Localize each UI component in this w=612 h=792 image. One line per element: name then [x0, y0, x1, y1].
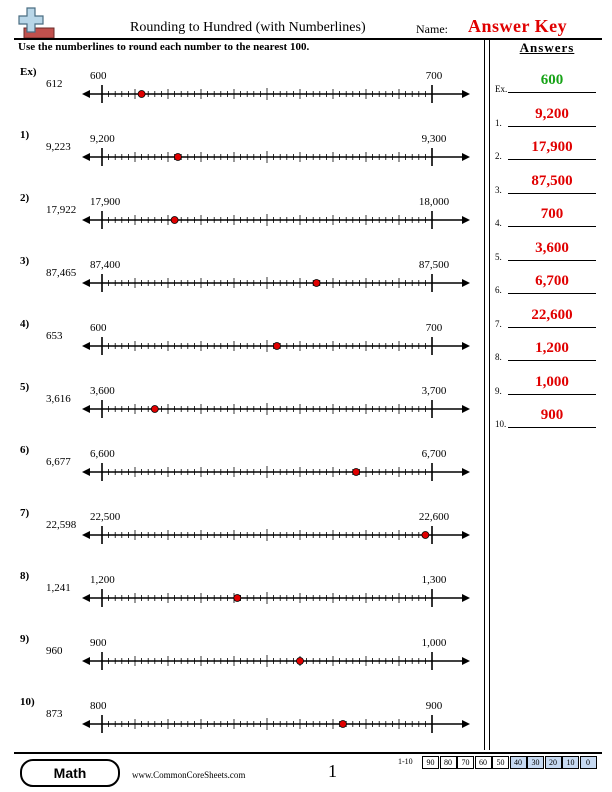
answer-label: 6.: [495, 285, 502, 295]
problem-label: 9): [20, 633, 30, 645]
answer-label: 3.: [495, 184, 502, 195]
arrow-left-icon: [82, 216, 90, 224]
numberline-point: [171, 217, 178, 224]
numberline-point: [234, 595, 241, 602]
answer-line: [508, 260, 596, 261]
numberline-point: [174, 154, 181, 161]
problem-number: 653: [46, 330, 63, 342]
numberline-right-label: 1,000: [421, 637, 447, 649]
plus-logo-icon: [14, 6, 56, 40]
numberline-left-label: 6,600: [90, 448, 115, 460]
arrow-left-icon: [82, 90, 90, 98]
name-label: Name:: [416, 22, 448, 36]
numberline-right-label: 1,300: [421, 574, 447, 586]
answer-line: [508, 159, 596, 160]
arrow-right-icon: [462, 90, 470, 98]
answer-value: 700: [540, 206, 564, 222]
numberline-point: [273, 343, 280, 350]
answer-label: 2.: [495, 151, 502, 161]
arrow-right-icon: [462, 657, 470, 665]
score-box: 80: [440, 756, 457, 769]
answer-value: 1,000: [535, 373, 569, 390]
score-box: 30: [527, 756, 544, 769]
score-box: 10: [562, 756, 579, 769]
score-box: 0: [580, 756, 597, 769]
numberline-right-label: 700: [425, 322, 443, 334]
numberline: [80, 458, 472, 490]
numberline: [80, 647, 472, 679]
numberline-left-label: 900: [90, 637, 107, 649]
answer-label: 7.: [495, 318, 502, 329]
numberline: [80, 332, 472, 364]
score-box: 50: [492, 756, 509, 769]
page-number: 1: [328, 761, 337, 781]
problem-number: 22,598: [46, 519, 77, 531]
problem-label: 1): [20, 129, 30, 141]
score-box: 90: [422, 756, 439, 769]
numberline-point: [151, 406, 158, 413]
answer-label: 1.: [495, 117, 502, 128]
numberline-point: [353, 469, 360, 476]
problem-number: 3,616: [46, 393, 71, 405]
answer-value: 6,700: [535, 273, 569, 289]
problem-label: 8): [20, 570, 30, 582]
answer-line: [508, 360, 596, 361]
arrow-right-icon: [462, 279, 470, 287]
answer-line: [508, 226, 596, 227]
arrow-right-icon: [462, 531, 470, 539]
answer-label: 8.: [495, 352, 502, 362]
answer-label: 5.: [495, 251, 502, 262]
answer-value: 3,600: [535, 239, 569, 256]
answer-line: [508, 327, 596, 328]
answer-key-label: Answer Key: [468, 16, 568, 36]
answer-value: 87,500: [531, 172, 573, 189]
problem-number: 6,677: [46, 456, 71, 468]
answer-line: [508, 293, 596, 294]
arrow-left-icon: [82, 279, 90, 287]
arrow-left-icon: [82, 594, 90, 602]
numberline-point: [313, 280, 320, 287]
numberline-point: [138, 91, 145, 98]
arrow-left-icon: [82, 405, 90, 413]
arrow-left-icon: [82, 153, 90, 161]
problem-number: 612: [46, 78, 63, 90]
problem-label: 2): [20, 192, 30, 204]
instructions: Use the numberlines to round each number to the nearest 100.: [18, 41, 310, 53]
numberline-right-label: 18,000: [418, 196, 450, 208]
problem-label: 4): [20, 318, 30, 330]
website-link[interactable]: www.CommonCoreSheets.com: [132, 770, 246, 780]
answer-label: Ex.: [495, 84, 508, 94]
numberline: [80, 521, 472, 553]
problem-number: 1,241: [46, 582, 71, 594]
numberline-point: [297, 658, 304, 665]
score-box: 20: [545, 756, 562, 769]
arrow-left-icon: [82, 531, 90, 539]
score-box: 40: [510, 756, 527, 769]
arrow-left-icon: [82, 657, 90, 665]
numberline: [80, 143, 472, 175]
numberline: [80, 269, 472, 301]
problem-number: 87,465: [46, 267, 77, 279]
numberline-left-label: 600: [90, 322, 107, 334]
score-box: 60: [475, 756, 492, 769]
answer-value: 1,200: [535, 340, 569, 356]
arrow-left-icon: [82, 720, 90, 728]
answer-value: 17,900: [531, 139, 573, 155]
numberline: [80, 206, 472, 238]
score-range-label: 1-10: [398, 757, 413, 766]
problem-label: 3): [20, 255, 30, 267]
problem-label: 7): [20, 507, 30, 519]
numberline-left-label: 600: [90, 70, 107, 82]
numberline-left-label: 3,600: [90, 385, 115, 397]
answer-line: [508, 126, 596, 127]
numberline-right-label: 87,500: [418, 259, 450, 271]
answer-label: 4.: [495, 218, 502, 228]
numberline: [80, 584, 472, 616]
page-title: Rounding to Hundred (with Numberlines): [130, 20, 366, 35]
numberline: [80, 710, 472, 742]
answers-title: Answers: [519, 40, 575, 55]
problem-number: 873: [46, 708, 63, 720]
math-badge: Math: [20, 759, 120, 787]
answer-column-divider: [484, 38, 485, 750]
arrow-right-icon: [462, 216, 470, 224]
numberline: [80, 80, 472, 112]
arrow-right-icon: [462, 153, 470, 161]
answer-label: 9.: [495, 385, 502, 396]
answer-column-divider-inner: [489, 38, 490, 750]
numberline-left-label: 1,200: [90, 574, 115, 586]
answer-label: 10.: [495, 419, 507, 429]
numberline-right-label: 900: [425, 700, 443, 712]
arrow-right-icon: [462, 405, 470, 413]
numberline-left-label: 9,200: [90, 133, 115, 145]
numberline-point: [422, 532, 429, 539]
answer-value: 9,200: [535, 105, 569, 122]
problem-number: 960: [46, 645, 63, 657]
problem-label: 10): [20, 696, 35, 708]
arrow-right-icon: [462, 468, 470, 476]
answer-value: 600: [540, 72, 564, 88]
arrow-right-icon: [462, 720, 470, 728]
numberline-right-label: 9,300: [421, 133, 447, 145]
answer-line: [508, 427, 596, 428]
score-box: 70: [457, 756, 474, 769]
numberline-point: [339, 721, 346, 728]
numberline-left-label: 800: [90, 700, 107, 712]
arrow-left-icon: [82, 342, 90, 350]
numberline-right-label: 6,700: [421, 448, 447, 460]
answer-line: [508, 193, 596, 194]
numberline-right-label: 22,600: [418, 511, 450, 523]
problem-number: 9,223: [46, 141, 71, 153]
arrow-right-icon: [462, 342, 470, 350]
answer-line: [508, 394, 596, 395]
answer-value: 900: [540, 407, 564, 423]
numberline-left-label: 87,400: [90, 259, 121, 271]
answer-value: 22,600: [531, 306, 573, 323]
numberline: [80, 395, 472, 427]
answer-line: [508, 92, 596, 93]
problem-label: Ex): [20, 66, 37, 78]
problem-label: 5): [20, 381, 30, 393]
arrow-left-icon: [82, 468, 90, 476]
footer-divider: [14, 752, 602, 754]
numberline-right-label: 3,700: [421, 385, 447, 397]
numberline-left-label: 22,500: [90, 511, 121, 523]
problem-number: 17,922: [46, 204, 77, 216]
problem-label: 6): [20, 444, 30, 456]
arrow-right-icon: [462, 594, 470, 602]
numberline-left-label: 17,900: [90, 196, 121, 208]
numberline-right-label: 700: [425, 70, 443, 82]
